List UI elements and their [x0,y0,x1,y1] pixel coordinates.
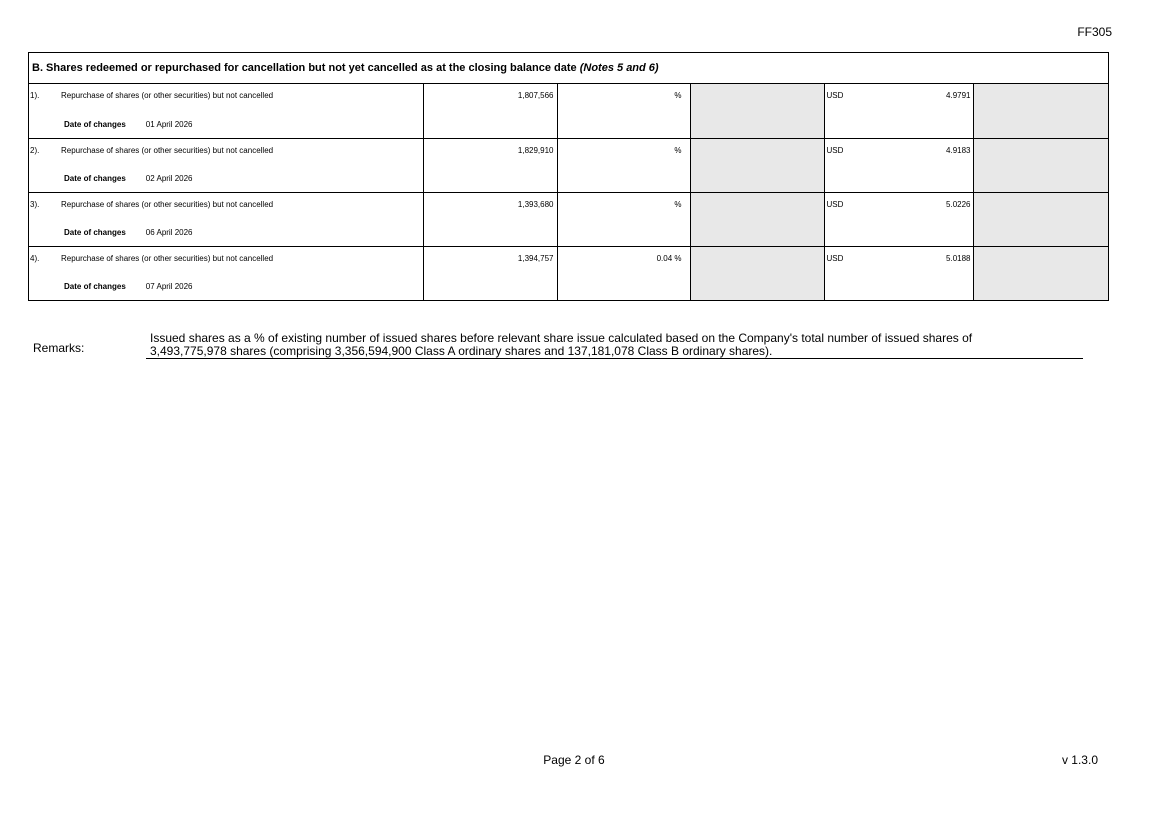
entry-currency: USD [826,91,844,100]
entry-price-cell [824,84,973,138]
entry-blank-cell [690,138,824,192]
entry-description: Repurchase of shares (or other securities) but not cancelled [61,91,274,100]
repurchase-entry-4 [29,246,1108,300]
entry-date-row [59,219,423,246]
repurchase-entry-1 [29,84,1108,138]
entry-shares: 1,807,566 [423,84,557,138]
entry-blank-cell [973,246,1108,300]
form-version: v 1.3.0 [1061,753,1098,767]
entry-percentage: % [557,84,690,138]
entry-date-row [59,273,423,300]
entry-description: Repurchase of shares (or other securities) but not cancelled [59,138,423,165]
entry-date: 06 April 2026 [145,228,193,237]
entry-percentage: 0.04 % [557,246,690,300]
entry-blank-cell [690,246,824,300]
entry-blank-cell [973,138,1108,192]
entry-number: 1). [30,91,40,100]
entry-price: 5.0188 [946,253,971,263]
entry-price-cell [824,192,973,246]
date-of-changes-label: Date of changes [64,228,126,237]
entry-currency: USD [826,145,844,155]
form-code: FF305 [1077,25,1112,39]
entry-shares: 1,394,757 [423,246,557,300]
entry-percentage: % [557,192,690,246]
section-title [29,53,1108,84]
entry-blank-cell [690,84,824,138]
entry-description: Repurchase of shares (or other securities) but not cancelled [59,246,423,273]
entry-percentage: % [557,138,690,192]
remarks-line-1: Issued shares as a % of existing number of issued shares before relevant share issue calculated based on the Company's total number of issued shares of [150,331,973,345]
shares-repurchased-section [28,52,1109,301]
section-title-text: B. Shares redeemed or repurchased for cancellation but not yet cancelled as at the closing balance date [32,62,577,74]
entry-price: 4.9791 [946,91,971,100]
entry-currency: USD [826,199,844,209]
section-title-notes: (Notes 5 and 6) [579,62,659,74]
remarks-label: Remarks: [33,341,85,355]
entry-blank-cell [973,192,1108,246]
entry-date: 02 April 2026 [145,174,193,183]
entry-currency: USD [826,253,844,263]
repurchase-table [29,84,1108,300]
entry-blank-cell [973,84,1108,138]
entry-number: 2). [29,138,59,165]
entry-number: 4). [29,246,59,273]
remarks-line-2: 3,493,775,978 shares (comprising 3,356,594,900 Class A ordinary shares and 137,181,078 Class B ordinary shares). [150,344,773,358]
entry-date-row [59,111,423,138]
entry-price-cell [824,138,973,192]
repurchase-entry-2 [29,138,1108,192]
entry-shares: 1,829,910 [423,138,557,192]
entry-price-cell [824,246,973,300]
repurchase-entry-3 [29,192,1108,246]
date-of-changes-label: Date of changes [64,174,126,183]
date-of-changes-label: Date of changes [64,120,126,129]
entry-blank-cell [690,192,824,246]
date-of-changes-label: Date of changes [64,282,126,291]
entry-price: 5.0226 [946,199,971,209]
entry-date: 07 April 2026 [145,282,193,291]
entry-date: 01 April 2026 [145,120,193,129]
entry-number: 3). [29,192,59,219]
entry-description: Repurchase of shares (or other securities) but not cancelled [59,192,423,219]
entry-date-row [59,165,423,192]
entry-shares: 1,393,680 [423,192,557,246]
entry-price: 4.9183 [946,145,971,155]
page-number: Page 2 of 6 [543,753,605,767]
remarks-text [146,332,1083,359]
